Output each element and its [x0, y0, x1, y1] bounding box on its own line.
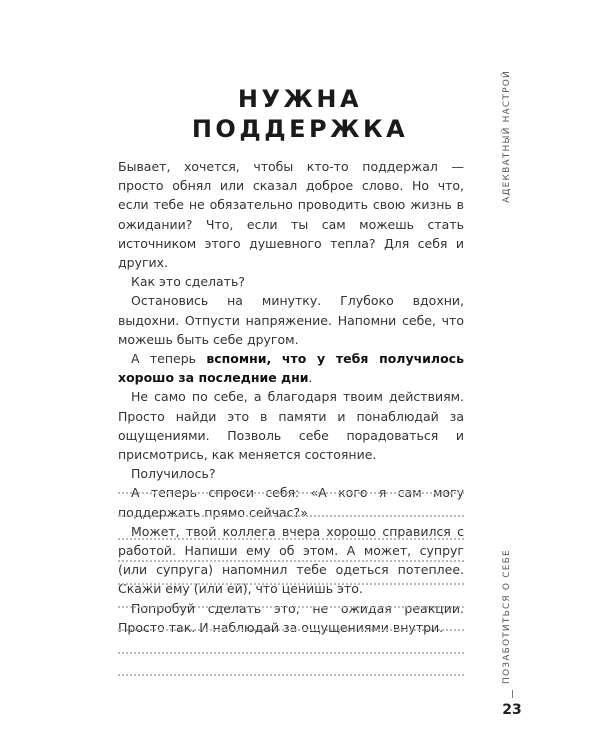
paragraph-remember — [118, 349, 464, 387]
title-line-2: ПОДДЕРЖКА — [191, 115, 409, 143]
paragraph-actions: Не само по себе, а благодаря твоим действиям. Просто найди это в памяти и понаблюдай за ощущениями. Позволь себе порадоваться и присмотрись, как меняется состояние. — [118, 389, 464, 463]
paragraph-colleague: Может, твой коллега вчера хорошо справился с работой. Напиши ему об этом. А может, супруг (или супруга) напомнил тебе одеться потеплее. Скажи ему (или ей), что ценишь это. — [118, 523, 464, 597]
section-label-top-text: АДЕКВАТНЫЙ НАСТРОЙ — [502, 70, 512, 203]
section-label-bottom-text: ПОЗАБОТИТЬСЯ О СЕБЕ — [502, 549, 512, 684]
remember-lead: А теперь — [131, 351, 207, 367]
title-line-1: НУЖНА — [237, 85, 363, 113]
remember-emphasis: вспомни, что у тебя получилось хорошо за последние дни — [118, 351, 464, 386]
paragraph-pause: Остановись на минутку. Глубоко вдохни, выдохни. Отпусти напряжение. Напомни себе, что можешь быть себе другом. — [118, 293, 464, 347]
section-label-bottom — [500, 549, 514, 684]
note-line — [118, 674, 464, 676]
paragraph-try: Попробуй сделать это, не ожидая реакции. Просто так. И наблюдай за ощущениями внутри. — [118, 600, 464, 635]
note-line — [118, 515, 464, 517]
note-line — [118, 629, 464, 631]
paragraph-ask: А теперь спроси себя: «А кого я сам могу поддержать прямо сейчас?» — [118, 485, 464, 520]
remember-end: . — [308, 370, 313, 386]
paragraph-question: Как это сделать? — [131, 274, 245, 290]
note-line — [118, 492, 464, 494]
note-line — [118, 583, 464, 585]
paragraph-result: Получилось? — [131, 466, 216, 482]
page-number: 23 — [502, 702, 522, 718]
note-line — [118, 606, 464, 608]
page-number-rule — [512, 690, 513, 698]
page-title — [150, 84, 450, 144]
notes-area — [118, 492, 464, 697]
section-label-top — [500, 70, 514, 203]
note-line — [118, 560, 464, 562]
note-line — [118, 538, 464, 540]
paragraph-intro: Бывает, хочется, чтобы кто-то поддержал — просто обнял или сказал доброе слово. Но что, если тебе не обязательно проводить свою жизнь в ожидании? Что, если ты сам можешь стать источником этого душевного тепла? Для себя и других. — [118, 159, 464, 271]
note-line — [118, 652, 464, 654]
